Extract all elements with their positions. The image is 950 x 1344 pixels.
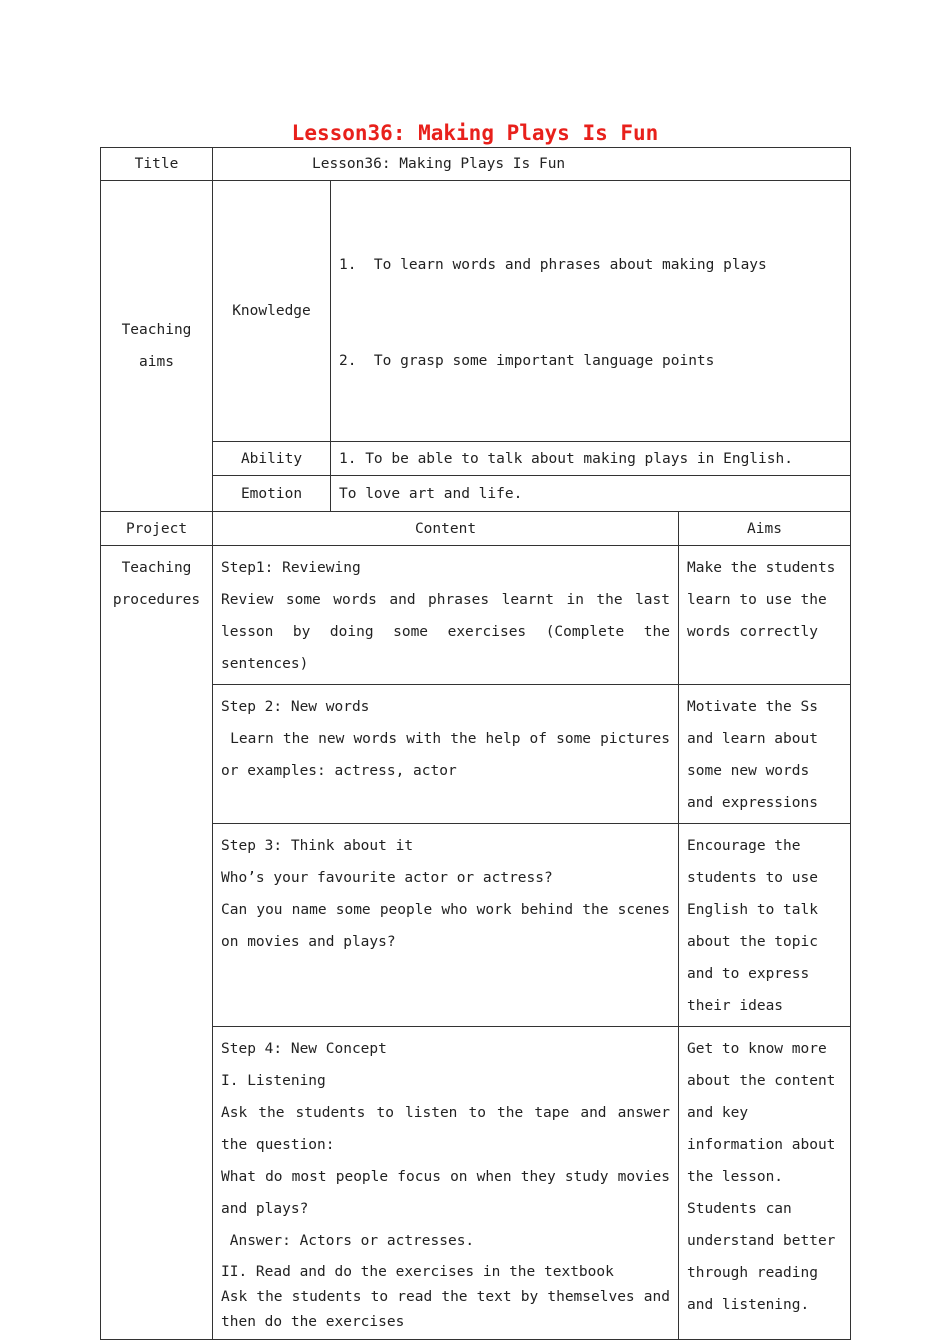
teaching-procedures-label: Teaching procedures [101, 546, 213, 1340]
step-4-line-1: Ask the students to listen to the tape and answer the question: [221, 1105, 670, 1153]
step-row [101, 685, 851, 824]
project-header: Project [101, 512, 213, 546]
content-header: Content [213, 512, 679, 546]
step-1-content [213, 546, 679, 685]
knowledge-item-1: 1. To learn words and phrases about making plays [339, 257, 767, 273]
knowledge-label: Knowledge [213, 181, 331, 442]
title-row [101, 148, 851, 181]
step-4-line-2: What do most people focus on when they study movies and plays? [221, 1169, 670, 1217]
emotion-content: To love art and life. [331, 476, 851, 512]
step-4-aims: Get to know more about the content and key information about the lesson. Students can understand better through reading and listening. [679, 1027, 851, 1340]
step-3-title: Step 3: Think about it [221, 838, 414, 854]
step-1-aims: Make the students learn to use the words correctly [679, 546, 851, 685]
step-3-aims: Encourage the students to use English to talk about the topic and to express their ideas [679, 824, 851, 1027]
page-title: Lesson36: Making Plays Is Fun [291, 121, 659, 145]
knowledge-row [101, 181, 851, 442]
header-row [101, 512, 851, 546]
step-3-line-2: Can you name some people who work behind the scenes on movies and plays? [221, 902, 670, 950]
step-row [101, 1027, 851, 1340]
ability-label: Ability [213, 442, 331, 476]
title-value: Lesson36: Making Plays Is Fun [213, 148, 851, 181]
emotion-row [101, 476, 851, 512]
step-2-aims: Motivate the Ss and learn about some new words and expressions [679, 685, 851, 824]
emotion-label: Emotion [213, 476, 331, 512]
lesson-plan-table [100, 147, 851, 1340]
knowledge-content [331, 181, 851, 442]
step-4-line-4: Ask the students to read the text by themselves and then do the exercises [221, 1289, 670, 1330]
teaching-aims-label: Teaching aims [101, 181, 213, 512]
step-row [101, 824, 851, 1027]
step-2-content [213, 685, 679, 824]
step-2-body: Learn the new words with the help of some pictures or examples: actress, actor [221, 731, 679, 779]
step-1-body: Review some words and phrases learnt in the last lesson by doing some exercises (Complete the sentences) [221, 592, 670, 672]
step-4-content [213, 1027, 679, 1340]
step-4-line-3: Answer: Actors or actresses. [221, 1233, 475, 1249]
knowledge-item-2: 2. To grasp some important language points [339, 353, 715, 369]
step-row [101, 546, 851, 685]
step-4-sub-1: I. Listening [221, 1073, 326, 1089]
step-3-content [213, 824, 679, 1027]
step-4-sub-2: II. Read and do the exercises in the textbook [221, 1264, 614, 1280]
aims-header: Aims [679, 512, 851, 546]
step-4-title: Step 4: New Concept [221, 1041, 387, 1057]
ability-row [101, 442, 851, 476]
ability-content: 1. To be able to talk about making plays in English. [331, 442, 851, 476]
step-2-title: Step 2: New words [221, 699, 370, 715]
step-3-line-1: Who’s your favourite actor or actress? [221, 870, 553, 886]
step-1-title: Step1: Reviewing [221, 560, 361, 576]
title-label: Title [101, 148, 213, 181]
